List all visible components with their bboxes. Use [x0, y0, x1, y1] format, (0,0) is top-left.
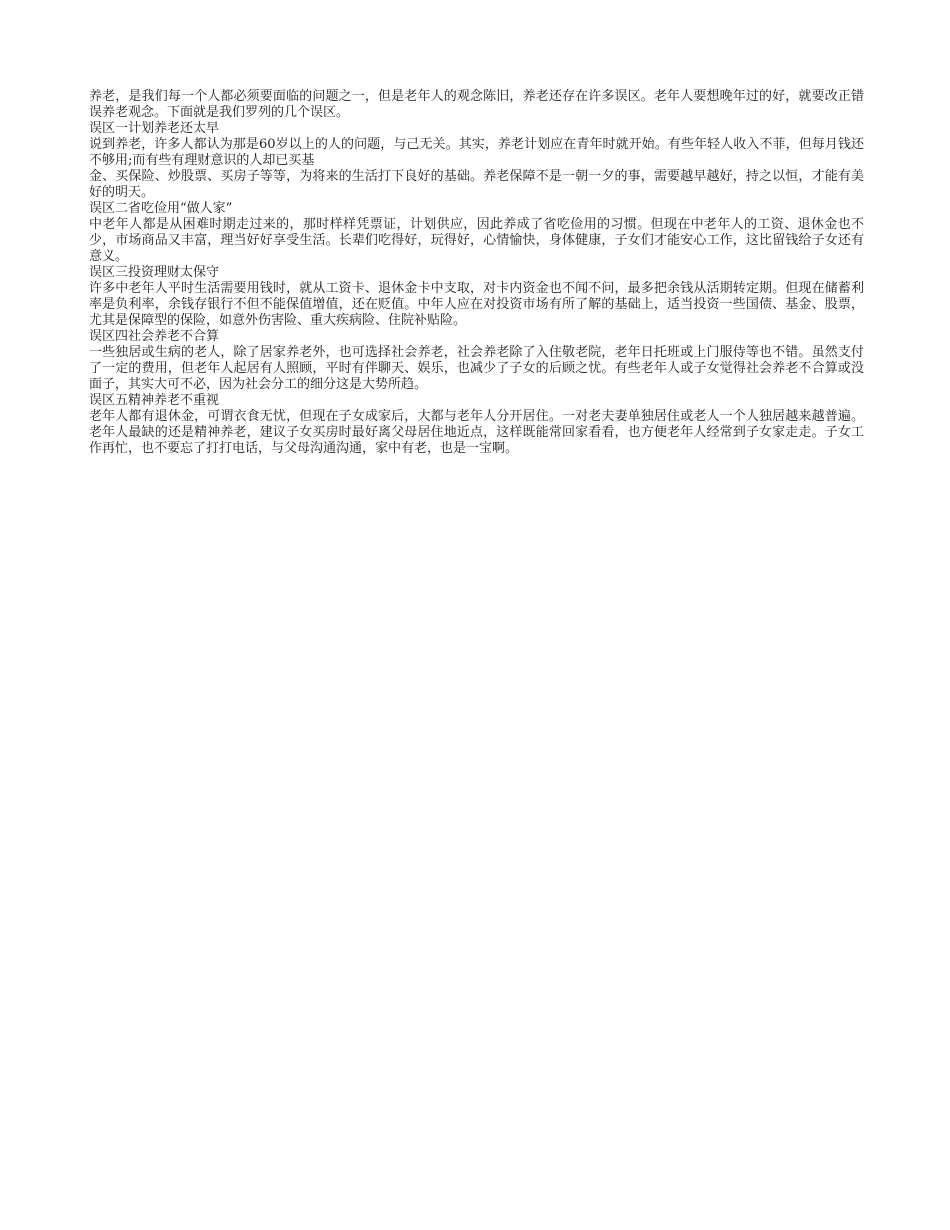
- section-1-paragraph-2: 金、买保险、炒股票、买房子等等，为将来的生活打下良好的基础。养老保障不是一朝一夕的事，需要越早越好，持之以恒，才能有美好的明天。: [89, 169, 864, 200]
- section-3-paragraph-1: 许多中老年人平时生活需要用钱时，就从工资卡、退休金卡中支取，对卡内资金也不闻不问，最多把余钱从活期转定期。但现在储蓄利率是负利率，余钱存银行不但不能保值增值，还在贬值。中年人应在对投资市场有所了解的基础上，适当投资一些国债、基金、股票，尤其是保障型的保险，如意外伤害险、重大疾病险、住院补贴险。: [89, 281, 864, 328]
- section-heading-5: 误区五精神养老不重视: [89, 393, 220, 408]
- section-heading-3: 误区三投资理财太保守: [89, 265, 220, 280]
- section-heading-4: 误区四社会养老不合算: [89, 329, 220, 344]
- section-1-paragraph-1: 说到养老，许多人都认为那是60岁以上的人的问题，与己无关。其实，养老计划应在青年时就开始。有些年轻人收入不菲，但每月钱还不够用;而有些有理财意识的人却已买基: [89, 137, 864, 168]
- section-heading-2: 误区二省吃俭用“做人家”: [89, 201, 233, 216]
- section-5-paragraph-1: 老年人都有退休金，可谓衣食无忧，但现在子女成家后，大都与老年人分开居住。一对老夫妻单独居住或老人一个人独居越来越普遍。老年人最缺的还是精神养老，建议子女买房时最好离父母居住地近点，这样既能常回家看看，也方便老年人经常到子女家走走。子女工作再忙，也不要忘了打打电话，与父母沟通沟通，家中有老，也是一宝啊。: [89, 409, 864, 456]
- section-4-paragraph-1: 一些独居或生病的老人，除了居家养老外，也可选择社会养老，社会养老除了入住敬老院，老年日托班或上门服侍等也不错。虽然支付了一定的费用，但老年人起居有人照顾，平时有伴聊天、娱乐，也减少了子女的后顾之忧。有些老年人或子女觉得社会养老不合算或没面子，其实大可不必，因为社会分工的细分这是大势所趋。: [89, 345, 864, 392]
- section-heading-1: 误区一计划养老还太早: [89, 121, 220, 136]
- section-2-paragraph-1: 中老年人都是从困难时期走过来的，那时样样凭票证，计划供应，因此养成了省吃俭用的习惯。但现在中老年人的工资、退休金也不少，市场商品又丰富，理当好好享受生活。长辈们吃得好，玩得好，心情愉快，身体健康，子女们才能安心工作，这比留钱给子女还有意义。: [89, 217, 864, 264]
- document-body: [89, 89, 864, 457]
- intro-paragraph: 养老，是我们每一个人都必须要面临的问题之一，但是老年人的观念陈旧，养老还存在许多误区。老年人要想晚年过的好，就要改正错误养老观念。下面就是我们罗列的几个误区。: [89, 89, 864, 120]
